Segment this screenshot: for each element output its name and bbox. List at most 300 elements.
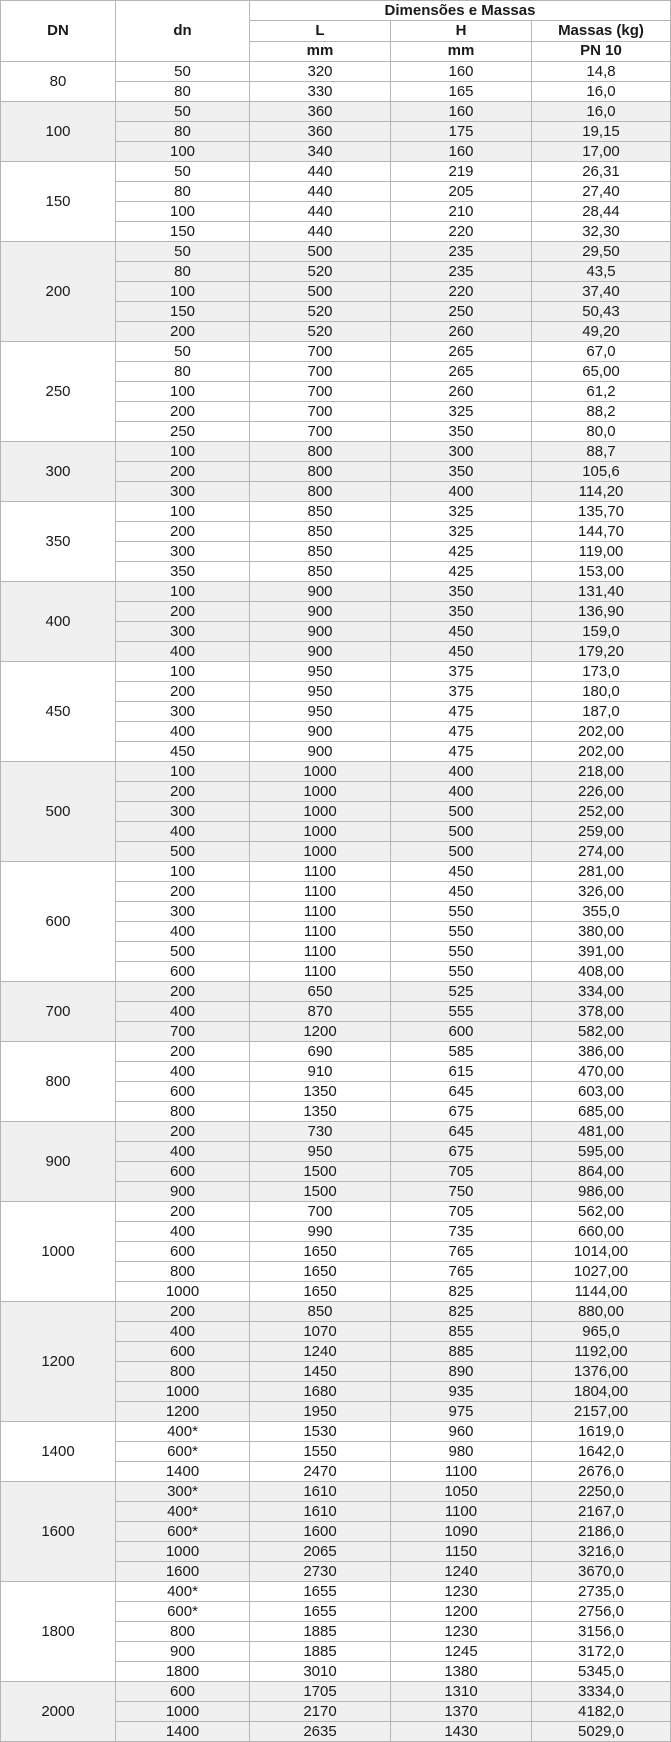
mass-cell: 179,20 [532, 642, 671, 662]
mass-cell: 173,0 [532, 662, 671, 682]
mass-cell: 408,00 [532, 962, 671, 982]
h-cell: 260 [391, 322, 532, 342]
mass-cell: 19,15 [532, 122, 671, 142]
l-cell: 870 [250, 1002, 391, 1022]
h-cell: 550 [391, 902, 532, 922]
h-cell: 165 [391, 82, 532, 102]
l-cell: 1350 [250, 1082, 391, 1102]
l-cell: 700 [250, 422, 391, 442]
sub-dn-cell: 200 [116, 522, 250, 542]
sub-dn-cell: 80 [116, 82, 250, 102]
l-cell: 1650 [250, 1282, 391, 1302]
mass-cell: 986,00 [532, 1182, 671, 1202]
mass-cell: 3216,0 [532, 1542, 671, 1562]
l-cell: 520 [250, 302, 391, 322]
l-cell: 1000 [250, 842, 391, 862]
sub-dn-cell: 1400 [116, 1722, 250, 1742]
h-cell: 525 [391, 982, 532, 1002]
mass-cell: 562,00 [532, 1202, 671, 1222]
l-cell: 850 [250, 562, 391, 582]
l-cell: 650 [250, 982, 391, 1002]
l-cell: 2170 [250, 1702, 391, 1722]
h-cell: 350 [391, 422, 532, 442]
l-cell: 520 [250, 262, 391, 282]
sub-dn-cell: 1600 [116, 1562, 250, 1582]
sub-dn-cell: 800 [116, 1262, 250, 1282]
mass-cell: 5029,0 [532, 1722, 671, 1742]
l-cell: 1000 [250, 822, 391, 842]
l-cell: 700 [250, 382, 391, 402]
h-cell: 350 [391, 582, 532, 602]
l-cell: 900 [250, 602, 391, 622]
l-cell: 440 [250, 162, 391, 182]
h-cell: 219 [391, 162, 532, 182]
l-cell: 1000 [250, 802, 391, 822]
h-cell: 825 [391, 1302, 532, 1322]
sub-dn-cell: 1000 [116, 1282, 250, 1302]
mass-cell: 391,00 [532, 942, 671, 962]
mass-cell: 2157,00 [532, 1402, 671, 1422]
mass-cell: 131,40 [532, 582, 671, 602]
h-cell: 220 [391, 222, 532, 242]
l-cell: 1610 [250, 1502, 391, 1522]
h-cell: 735 [391, 1222, 532, 1242]
l-cell: 1705 [250, 1682, 391, 1702]
dn-cell: 1600 [1, 1482, 116, 1582]
sub-dn-cell: 200 [116, 602, 250, 622]
l-cell: 1530 [250, 1422, 391, 1442]
mass-cell: 2167,0 [532, 1502, 671, 1522]
table-body [1, 62, 671, 1742]
header-sub-dn: dn [116, 1, 250, 62]
h-cell: 750 [391, 1182, 532, 1202]
l-cell: 800 [250, 482, 391, 502]
mass-cell: 67,0 [532, 342, 671, 362]
sub-dn-cell: 100 [116, 442, 250, 462]
l-cell: 850 [250, 542, 391, 562]
l-cell: 3010 [250, 1662, 391, 1682]
h-cell: 1430 [391, 1722, 532, 1742]
sub-dn-cell: 600* [116, 1602, 250, 1622]
mass-cell: 14,8 [532, 62, 671, 82]
h-cell: 705 [391, 1162, 532, 1182]
l-cell: 1000 [250, 762, 391, 782]
h-cell: 1090 [391, 1522, 532, 1542]
dn-cell: 700 [1, 982, 116, 1042]
h-cell: 500 [391, 802, 532, 822]
sub-dn-cell: 600 [116, 1082, 250, 1102]
header-h-unit: mm [391, 41, 532, 61]
h-cell: 675 [391, 1142, 532, 1162]
h-cell: 645 [391, 1122, 532, 1142]
h-cell: 475 [391, 742, 532, 762]
dn-cell: 250 [1, 342, 116, 442]
h-cell: 425 [391, 542, 532, 562]
sub-dn-cell: 1000 [116, 1542, 250, 1562]
sub-dn-cell: 80 [116, 182, 250, 202]
dn-cell: 500 [1, 762, 116, 862]
table-row [1, 662, 671, 682]
mass-cell: 114,20 [532, 482, 671, 502]
h-cell: 205 [391, 182, 532, 202]
mass-cell: 3334,0 [532, 1682, 671, 1702]
mass-cell: 159,0 [532, 622, 671, 642]
sub-dn-cell: 50 [116, 62, 250, 82]
sub-dn-cell: 600 [116, 1682, 250, 1702]
mass-cell: 135,70 [532, 502, 671, 522]
h-cell: 550 [391, 962, 532, 982]
dn-cell: 1400 [1, 1422, 116, 1482]
sub-dn-cell: 100 [116, 862, 250, 882]
h-cell: 855 [391, 1322, 532, 1342]
sub-dn-cell: 50 [116, 242, 250, 262]
l-cell: 1500 [250, 1162, 391, 1182]
mass-cell: 136,90 [532, 602, 671, 622]
h-cell: 160 [391, 62, 532, 82]
sub-dn-cell: 400 [116, 822, 250, 842]
l-cell: 1885 [250, 1622, 391, 1642]
l-cell: 520 [250, 322, 391, 342]
sub-dn-cell: 800 [116, 1362, 250, 1382]
table-row [1, 442, 671, 462]
mass-cell: 3172,0 [532, 1642, 671, 1662]
mass-cell: 660,00 [532, 1222, 671, 1242]
sub-dn-cell: 200 [116, 462, 250, 482]
h-cell: 160 [391, 102, 532, 122]
h-cell: 400 [391, 782, 532, 802]
header-h: H [391, 21, 532, 41]
header-l-unit: mm [250, 41, 391, 61]
mass-cell: 481,00 [532, 1122, 671, 1142]
sub-dn-cell: 600 [116, 1162, 250, 1182]
l-cell: 1450 [250, 1362, 391, 1382]
h-cell: 765 [391, 1262, 532, 1282]
header-mass-unit: PN 10 [532, 41, 671, 61]
mass-cell: 603,00 [532, 1082, 671, 1102]
mass-cell: 685,00 [532, 1102, 671, 1122]
sub-dn-cell: 400 [116, 1142, 250, 1162]
sub-dn-cell: 50 [116, 102, 250, 122]
h-cell: 375 [391, 662, 532, 682]
dn-cell: 150 [1, 162, 116, 242]
h-cell: 260 [391, 382, 532, 402]
l-cell: 990 [250, 1222, 391, 1242]
dn-cell: 200 [1, 242, 116, 342]
h-cell: 450 [391, 622, 532, 642]
mass-cell: 37,40 [532, 282, 671, 302]
sub-dn-cell: 350 [116, 562, 250, 582]
l-cell: 330 [250, 82, 391, 102]
mass-cell: 880,00 [532, 1302, 671, 1322]
mass-cell: 32,30 [532, 222, 671, 242]
header-mass: Massas (kg) [532, 21, 671, 41]
l-cell: 1000 [250, 782, 391, 802]
l-cell: 1655 [250, 1582, 391, 1602]
mass-cell: 1144,00 [532, 1282, 671, 1302]
mass-cell: 80,0 [532, 422, 671, 442]
dn-cell: 1200 [1, 1302, 116, 1422]
l-cell: 360 [250, 122, 391, 142]
sub-dn-cell: 600* [116, 1442, 250, 1462]
l-cell: 1100 [250, 862, 391, 882]
mass-cell: 2735,0 [532, 1582, 671, 1602]
table-row [1, 1042, 671, 1062]
sub-dn-cell: 400 [116, 1322, 250, 1342]
h-cell: 550 [391, 922, 532, 942]
mass-cell: 4182,0 [532, 1702, 671, 1722]
dn-cell: 80 [1, 62, 116, 102]
sub-dn-cell: 600 [116, 962, 250, 982]
sub-dn-cell: 1400 [116, 1462, 250, 1482]
mass-cell: 864,00 [532, 1162, 671, 1182]
h-cell: 235 [391, 262, 532, 282]
mass-cell: 119,00 [532, 542, 671, 562]
h-cell: 425 [391, 562, 532, 582]
mass-cell: 355,0 [532, 902, 671, 922]
h-cell: 250 [391, 302, 532, 322]
sub-dn-cell: 50 [116, 342, 250, 362]
l-cell: 320 [250, 62, 391, 82]
mass-cell: 88,2 [532, 402, 671, 422]
h-cell: 300 [391, 442, 532, 462]
l-cell: 1100 [250, 902, 391, 922]
header-dn: DN [1, 1, 116, 62]
h-cell: 1050 [391, 1482, 532, 1502]
l-cell: 700 [250, 402, 391, 422]
dn-cell: 2000 [1, 1682, 116, 1742]
mass-cell: 50,43 [532, 302, 671, 322]
l-cell: 1950 [250, 1402, 391, 1422]
h-cell: 350 [391, 462, 532, 482]
mass-cell: 1804,00 [532, 1382, 671, 1402]
sub-dn-cell: 150 [116, 302, 250, 322]
mass-cell: 105,6 [532, 462, 671, 482]
l-cell: 900 [250, 622, 391, 642]
mass-cell: 49,20 [532, 322, 671, 342]
h-cell: 585 [391, 1042, 532, 1062]
h-cell: 705 [391, 1202, 532, 1222]
l-cell: 1100 [250, 922, 391, 942]
l-cell: 500 [250, 282, 391, 302]
sub-dn-cell: 1000 [116, 1702, 250, 1722]
h-cell: 890 [391, 1362, 532, 1382]
h-cell: 1310 [391, 1682, 532, 1702]
table-row [1, 862, 671, 882]
sub-dn-cell: 1200 [116, 1402, 250, 1422]
mass-cell: 218,00 [532, 762, 671, 782]
mass-cell: 2250,0 [532, 1482, 671, 1502]
sub-dn-cell: 400* [116, 1582, 250, 1602]
sub-dn-cell: 1000 [116, 1382, 250, 1402]
l-cell: 1550 [250, 1442, 391, 1462]
h-cell: 450 [391, 642, 532, 662]
l-cell: 1600 [250, 1522, 391, 1542]
table-row [1, 1582, 671, 1602]
h-cell: 1100 [391, 1462, 532, 1482]
mass-cell: 965,0 [532, 1322, 671, 1342]
h-cell: 400 [391, 762, 532, 782]
l-cell: 1885 [250, 1642, 391, 1662]
l-cell: 1070 [250, 1322, 391, 1342]
mass-cell: 2756,0 [532, 1602, 671, 1622]
h-cell: 400 [391, 482, 532, 502]
header-l: L [250, 21, 391, 41]
dn-cell: 800 [1, 1042, 116, 1122]
mass-cell: 595,00 [532, 1142, 671, 1162]
mass-cell: 380,00 [532, 922, 671, 942]
l-cell: 900 [250, 582, 391, 602]
sub-dn-cell: 400* [116, 1502, 250, 1522]
h-cell: 1240 [391, 1562, 532, 1582]
l-cell: 1680 [250, 1382, 391, 1402]
sub-dn-cell: 800 [116, 1622, 250, 1642]
dn-cell: 400 [1, 582, 116, 662]
mass-cell: 1642,0 [532, 1442, 671, 1462]
mass-cell: 26,31 [532, 162, 671, 182]
sub-dn-cell: 80 [116, 262, 250, 282]
l-cell: 910 [250, 1062, 391, 1082]
h-cell: 450 [391, 882, 532, 902]
mass-cell: 3156,0 [532, 1622, 671, 1642]
mass-cell: 226,00 [532, 782, 671, 802]
l-cell: 1610 [250, 1482, 391, 1502]
l-cell: 440 [250, 222, 391, 242]
table-row [1, 762, 671, 782]
l-cell: 950 [250, 1142, 391, 1162]
sub-dn-cell: 400* [116, 1422, 250, 1442]
l-cell: 800 [250, 442, 391, 462]
table-row [1, 582, 671, 602]
h-cell: 980 [391, 1442, 532, 1462]
sub-dn-cell: 400 [116, 642, 250, 662]
table-header [1, 1, 671, 62]
dn-cell: 100 [1, 102, 116, 162]
l-cell: 850 [250, 1302, 391, 1322]
l-cell: 1350 [250, 1102, 391, 1122]
sub-dn-cell: 1800 [116, 1662, 250, 1682]
sub-dn-cell: 100 [116, 142, 250, 162]
sub-dn-cell: 500 [116, 842, 250, 862]
mass-cell: 65,00 [532, 362, 671, 382]
l-cell: 1200 [250, 1022, 391, 1042]
h-cell: 210 [391, 202, 532, 222]
l-cell: 800 [250, 462, 391, 482]
mass-cell: 202,00 [532, 742, 671, 762]
sub-dn-cell: 300 [116, 542, 250, 562]
l-cell: 500 [250, 242, 391, 262]
l-cell: 950 [250, 662, 391, 682]
h-cell: 1200 [391, 1602, 532, 1622]
sub-dn-cell: 250 [116, 422, 250, 442]
h-cell: 265 [391, 342, 532, 362]
sub-dn-cell: 400 [116, 922, 250, 942]
l-cell: 700 [250, 342, 391, 362]
table-row [1, 1302, 671, 1322]
sub-dn-cell: 300 [116, 482, 250, 502]
mass-cell: 17,00 [532, 142, 671, 162]
sub-dn-cell: 700 [116, 1022, 250, 1042]
mass-cell: 3670,0 [532, 1562, 671, 1582]
sub-dn-cell: 200 [116, 1202, 250, 1222]
l-cell: 900 [250, 722, 391, 742]
l-cell: 2730 [250, 1562, 391, 1582]
sub-dn-cell: 100 [116, 502, 250, 522]
header-dimensions-masses: Dimensões e Massas [250, 1, 671, 21]
sub-dn-cell: 400 [116, 722, 250, 742]
sub-dn-cell: 100 [116, 662, 250, 682]
mass-cell: 274,00 [532, 842, 671, 862]
table-row [1, 342, 671, 362]
table-row [1, 1202, 671, 1222]
sub-dn-cell: 300 [116, 622, 250, 642]
l-cell: 900 [250, 642, 391, 662]
sub-dn-cell: 400 [116, 1222, 250, 1242]
h-cell: 675 [391, 1102, 532, 1122]
sub-dn-cell: 100 [116, 762, 250, 782]
h-cell: 450 [391, 862, 532, 882]
l-cell: 1650 [250, 1262, 391, 1282]
mass-cell: 43,5 [532, 262, 671, 282]
table-row [1, 1122, 671, 1142]
sub-dn-cell: 300 [116, 702, 250, 722]
l-cell: 340 [250, 142, 391, 162]
sub-dn-cell: 300 [116, 802, 250, 822]
mass-cell: 470,00 [532, 1062, 671, 1082]
mass-cell: 144,70 [532, 522, 671, 542]
l-cell: 2470 [250, 1462, 391, 1482]
mass-cell: 202,00 [532, 722, 671, 742]
h-cell: 885 [391, 1342, 532, 1362]
l-cell: 730 [250, 1122, 391, 1142]
sub-dn-cell: 100 [116, 202, 250, 222]
h-cell: 765 [391, 1242, 532, 1262]
sub-dn-cell: 300 [116, 902, 250, 922]
dn-cell: 1000 [1, 1202, 116, 1302]
sub-dn-cell: 200 [116, 882, 250, 902]
table-row [1, 502, 671, 522]
table-row [1, 1682, 671, 1702]
h-cell: 645 [391, 1082, 532, 1102]
mass-cell: 1376,00 [532, 1362, 671, 1382]
dn-cell: 300 [1, 442, 116, 502]
h-cell: 1370 [391, 1702, 532, 1722]
h-cell: 175 [391, 122, 532, 142]
table-row [1, 242, 671, 262]
l-cell: 1655 [250, 1602, 391, 1622]
l-cell: 700 [250, 1202, 391, 1222]
mass-cell: 386,00 [532, 1042, 671, 1062]
l-cell: 1500 [250, 1182, 391, 1202]
sub-dn-cell: 200 [116, 1302, 250, 1322]
mass-cell: 1014,00 [532, 1242, 671, 1262]
sub-dn-cell: 80 [116, 362, 250, 382]
l-cell: 440 [250, 202, 391, 222]
table-row [1, 1482, 671, 1502]
l-cell: 2635 [250, 1722, 391, 1742]
h-cell: 500 [391, 822, 532, 842]
l-cell: 1100 [250, 962, 391, 982]
mass-cell: 582,00 [532, 1022, 671, 1042]
table-row [1, 1422, 671, 1442]
mass-cell: 1192,00 [532, 1342, 671, 1362]
h-cell: 1150 [391, 1542, 532, 1562]
dn-cell: 900 [1, 1122, 116, 1202]
l-cell: 440 [250, 182, 391, 202]
sub-dn-cell: 600 [116, 1342, 250, 1362]
dn-cell: 450 [1, 662, 116, 762]
l-cell: 950 [250, 702, 391, 722]
table-row [1, 162, 671, 182]
